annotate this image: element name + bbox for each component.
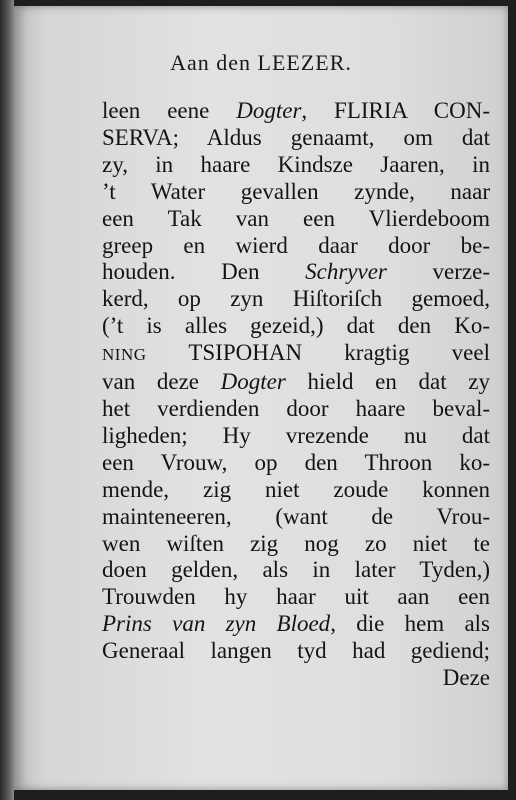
- text-segment: TSIPOHAN kragtig veel: [146, 340, 490, 366]
- text-line: [102, 152, 490, 179]
- text-line: [102, 638, 490, 665]
- text-line: [102, 611, 490, 638]
- text-segment: Deze: [442, 665, 490, 691]
- text-line: [102, 531, 490, 558]
- text-line: [102, 584, 490, 611]
- text-line: [102, 206, 490, 233]
- text-segment: Schryver: [305, 259, 387, 285]
- text-line: [102, 450, 490, 477]
- text-line: [102, 504, 490, 531]
- text-segment: greep en wierd daar door be-: [102, 232, 490, 258]
- text-segment: verze-: [386, 259, 490, 285]
- text-segment: ligheden; Hy vrezende nu dat: [102, 422, 490, 448]
- text-line: [102, 286, 490, 313]
- text-segment: Dogter: [236, 98, 302, 123]
- text-segment: , die hem als: [330, 611, 491, 637]
- text-segment: , FLIRIA CON-: [301, 98, 491, 123]
- book-spine-edge: [0, 0, 14, 800]
- text-line: [102, 179, 490, 206]
- text-segment: leen eene: [102, 98, 237, 123]
- text-line: [102, 557, 490, 584]
- text-segment: mainteneeren, (want de Vrou-: [102, 503, 490, 529]
- text-segment: mende, zig niet zoude konnen: [102, 476, 490, 502]
- text-segment: kerd, op zyn Hiſtoriſch gemoed,: [102, 286, 490, 312]
- running-head: Aan den LEEZER.: [170, 50, 352, 75]
- text-segment: een Tak van een Vlierdeboom: [102, 205, 490, 231]
- text-line: [102, 233, 490, 260]
- text-segment: houden. Den: [102, 259, 306, 285]
- text-segment: doen gelden, als in later Tyden,): [102, 557, 490, 583]
- text-segment: ’t Water gevallen zynde, naar: [102, 178, 490, 204]
- text-line: [102, 125, 490, 152]
- text-line: [102, 665, 490, 692]
- text-segment: van deze: [102, 369, 221, 395]
- text-segment: (’t is alles gezeid,) dat den Ko-: [102, 313, 490, 339]
- text-segment: Dogter: [220, 369, 286, 395]
- text-line: [102, 98, 490, 125]
- text-line: [102, 313, 490, 340]
- text-segment: Prins van zyn Bloed: [102, 611, 331, 637]
- text-line: [102, 423, 490, 450]
- text-segment: Generaal langen tyd had gediend;: [102, 638, 490, 664]
- text-line: [102, 340, 490, 369]
- text-line: [102, 477, 490, 504]
- text-segment: wen wiſten zig nog zo niet te: [102, 530, 490, 556]
- text-segment: SERVA; Aldus genaamt, om dat: [102, 124, 490, 150]
- body-text: [102, 98, 490, 692]
- text-line: [102, 369, 490, 396]
- text-segment: hield en dat zy: [285, 369, 490, 395]
- text-line: [102, 259, 490, 286]
- text-line: [102, 396, 490, 423]
- text-segment: Trouwden hy haar uit aan een: [102, 584, 490, 610]
- text-segment: zy, in haare Kindsze Jaaren, in: [102, 151, 490, 177]
- text-segment: NING: [102, 345, 147, 365]
- text-segment: het verdienden door haare beval-: [102, 395, 490, 421]
- text-segment: een Vrouw, op den Throon ko-: [102, 449, 490, 475]
- book-page: [14, 6, 508, 790]
